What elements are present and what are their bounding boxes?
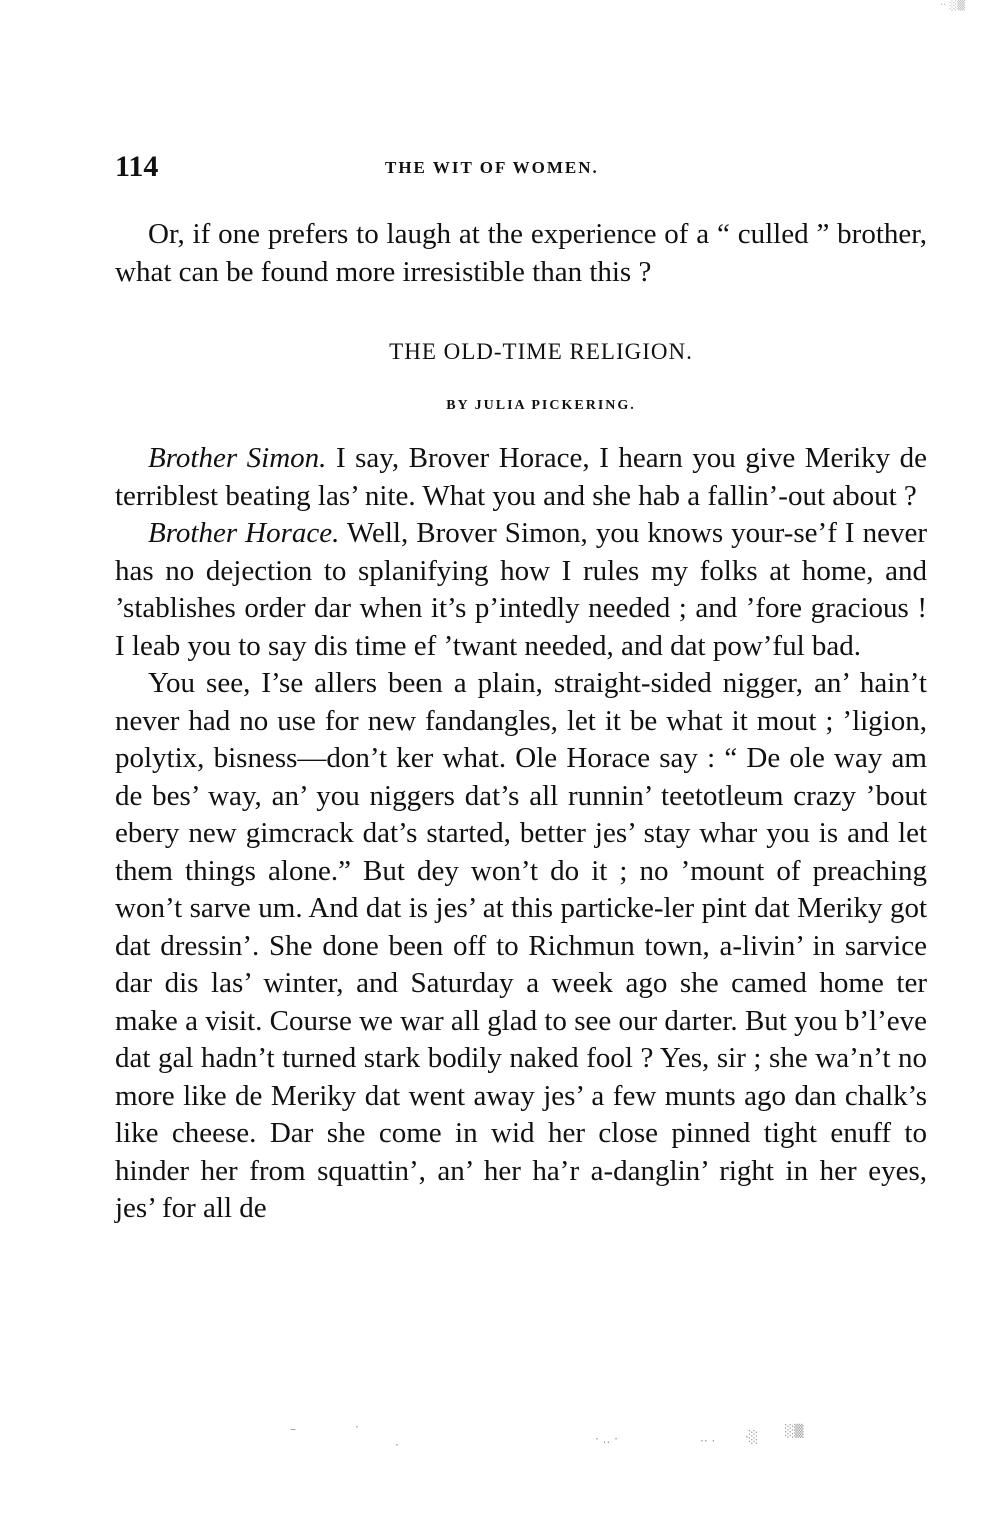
story-byline xyxy=(115,398,927,414)
scan-speck-decoration-bottom: – · · · .. · ·· · ·░ ░▒ xyxy=(290,1420,804,1452)
story-title xyxy=(115,339,927,365)
page-header xyxy=(115,150,925,190)
scan-speck-decoration: ·· ░▒ xyxy=(940,0,965,11)
intro-paragraph xyxy=(115,216,927,291)
paragraph-text: I say, Brover Horace, I hearn you give Meriky de terriblest beating las’ nite. What you and she hab a fallin’-out about ? xyxy=(115,442,928,512)
speaker-name: Brother Simon. xyxy=(148,442,327,474)
story-byline-text: BY JULIA PICKERING. xyxy=(446,398,636,413)
running-title: THE WIT OF WOMEN. xyxy=(385,158,599,177)
speaker-name: Brother Horace. xyxy=(148,517,340,549)
dialogue-paragraph xyxy=(115,440,927,515)
page-number: 114 xyxy=(115,150,159,183)
dialogue-paragraph xyxy=(115,515,927,665)
intro-text: Or, if one prefers to laugh at the experience of a “ culled ” brother, what can be found more irresistible than this ? xyxy=(115,218,927,288)
narrative-paragraph xyxy=(115,665,927,1228)
paragraph-text: You see, I’se allers been a plain, straight-sided nigger, an’ hain’t never had no use for new fandangles, let it be what it mout ; ’ligion, polytix, bisness—don’t ker what. Ole Horace say : “ De ole way am de bes’ way, an’ you niggers dat’s all runnin’ teetotleum crazy ’bout ebery new gimcrack dat’s started, better jes’ stay whar you is and let them things alone.” But dey won’t do it ; no ’mount of preaching won’t sarve um. And dat is jes’ at this particke-ler pint dat Meriky got dat dressin’. She done been off to Richmun town, a-livin’ in sarvice dar dis las’ winter, and Saturday a week ago she camed home ter make a visit. Course we war all glad to see our darter. But you b’l’eve dat gal hadn’t turned stark bodily naked fool ? Yes, sir ; she wa’n’t no more like de Meriky dat went away jes’ a few munts ago dan chalk’s like cheese. Dar she come in wid her close pinned tight enuff to hinder her from squattin’, an’ her ha’r a-danglin’ right in her eyes, jes’ for all de xyxy=(115,667,927,1224)
story-title-text: THE OLD-TIME RELIGION. xyxy=(389,339,693,364)
paragraph-text: Well, Brover Simon, you knows your-se’f I never has no dejection to splanifying how I rules my folks at home, and ’stablishes order dar when it’s p’intedly needed ; and ’fore gracious ! I leab you to say dis time ef ’twant needed, and dat pow’ful bad. xyxy=(115,517,927,662)
story-body xyxy=(115,440,927,1228)
